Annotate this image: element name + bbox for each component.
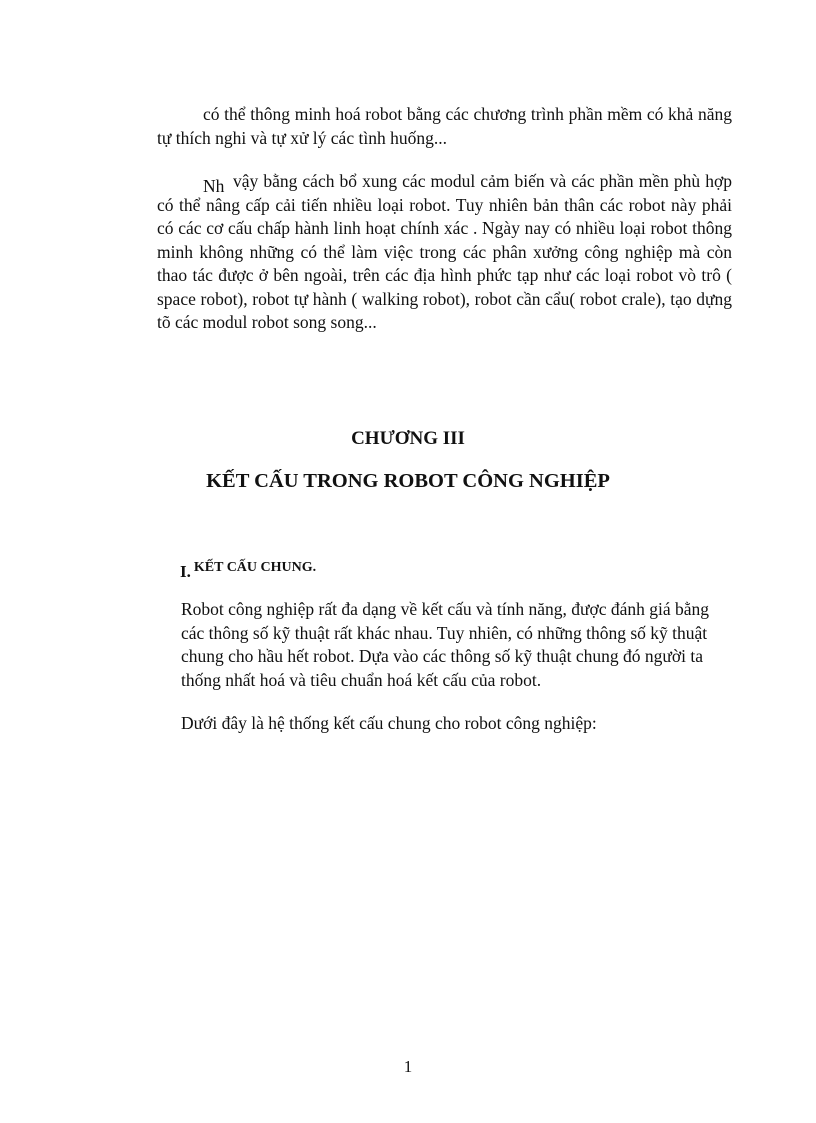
- section-heading: [180, 556, 317, 581]
- chapter-title: KẾT CẤU TRONG ROBOT CÔNG NGHIỆP: [206, 470, 610, 492]
- upgrade-paragraph-body: vậy bằng cách bổ xung các modul cảm biến và các phần mền phù hợp có thể nâng cấp cải tiến nhiều loại robot. Tuy nhiên bản thân các robot này phải có các cơ cấu chấp hành linh hoạt chính xác . Ngày nay có nhiều loại robot thông minh không những có thể làm việc trong các phân xưởng công nghiệp mà còn thao tác được ở bên ngoài, trên các địa hình phức tạp như các loại robot vò trô ( space robot), robot tự hành ( walking robot), robot cần cẩu( robot crale), tạo dựng tõ các modul robot song song...: [157, 171, 732, 332]
- section-body-paragraph: Robot công nghiệp rất đa dạng về kết cấu và tính năng, được đánh giá bằng các thông số kỹ thuật rất khác nhau. Tuy nhiên, có những thông số kỹ thuật chung cho hầu hết robot. Dựa vào các thông số kỹ thuật chung đó người ta thống nhất hoá và tiêu chuẩn hoá kết cấu của robot.: [181, 599, 710, 690]
- upgrade-paragraph: [157, 170, 732, 335]
- upgrade-paragraph-lead: Nh: [203, 176, 225, 196]
- section-lead-paragraph: Dưới đây là hệ thống kết cấu chung cho robot công nghiệp:: [181, 713, 597, 733]
- chapter-number: CHƯƠNG III: [351, 428, 465, 449]
- intro-paragraph: có thể thông minh hoá robot bằng các chương trình phần mềm có khả năng tự thích nghi và tự xử lý các tình huống...: [157, 104, 732, 148]
- section-title: KẾT CẤU CHUNG.: [193, 560, 317, 575]
- section-number: I.: [180, 562, 191, 581]
- page-number: 1: [403, 1057, 413, 1076]
